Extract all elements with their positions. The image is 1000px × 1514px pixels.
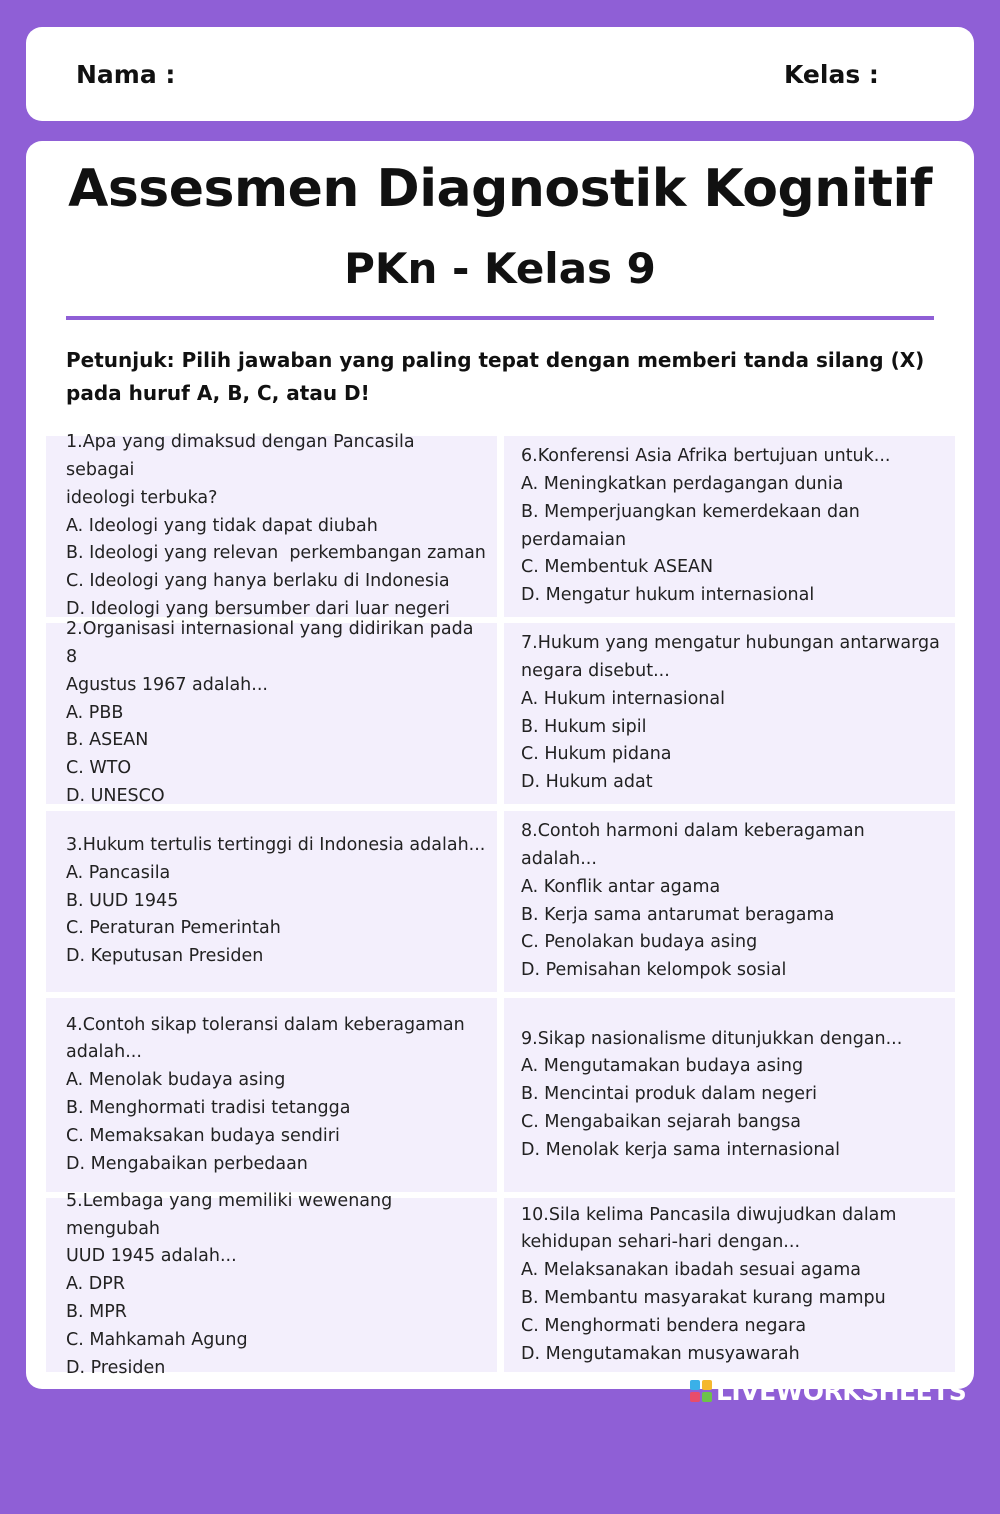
question-line: D. Mengabaikan perbedaan bbox=[66, 1153, 308, 1174]
instruction-line: Petunjuk: Pilih jawaban yang paling tepat dengan memberi tanda silang (X) bbox=[66, 348, 925, 372]
question-box-6 bbox=[504, 436, 955, 617]
question-line: C. WTO bbox=[66, 758, 132, 779]
logo-text: LIVEWORKSHEETS bbox=[716, 1376, 967, 1406]
question-box-8 bbox=[504, 811, 955, 992]
question-line: C. Menghormati bendera negara bbox=[521, 1315, 807, 1336]
page-subtitle: PKn - Kelas 9 bbox=[344, 244, 656, 293]
question-line: D. UNESCO bbox=[66, 786, 165, 806]
question-line: A. Menolak budaya asing bbox=[66, 1070, 286, 1091]
question-line: A. PBB bbox=[66, 702, 124, 723]
question-box-7 bbox=[504, 623, 955, 804]
question-box-4 bbox=[46, 998, 497, 1192]
question-box-10 bbox=[504, 1198, 955, 1372]
question-line: ideologi terbuka? bbox=[66, 487, 218, 508]
question-text: 8.Contoh harmoni dalam keberagaman adalah... bbox=[521, 821, 871, 869]
question-box-9 bbox=[504, 998, 955, 1192]
question-line: C. Ideologi yang hanya berlaku di Indonesia bbox=[66, 571, 450, 592]
question-line: B. Hukum sipil bbox=[521, 716, 647, 737]
student-info-card bbox=[26, 27, 974, 121]
question-text: 7.Hukum yang mengatur hubungan antarwarga bbox=[521, 633, 940, 654]
question-line: C. Memaksakan budaya sendiri bbox=[66, 1125, 340, 1146]
question-text: 5.Lembaga yang memiliki wewenang mengubah bbox=[66, 1190, 398, 1239]
question-line: C. Membentuk ASEAN bbox=[521, 557, 714, 578]
question-line: A. Konflik antar agama bbox=[521, 876, 721, 897]
question-line: B. MPR bbox=[66, 1301, 127, 1322]
question-line: A. Meningkatkan perdagangan dunia bbox=[521, 473, 844, 494]
question-line: B. ASEAN bbox=[66, 730, 149, 751]
question-box-1 bbox=[46, 432, 497, 619]
question-line: perdamaian bbox=[521, 529, 627, 550]
question-text: 2.Organisasi internasional yang didirikan pada 8 bbox=[66, 619, 480, 668]
question-line: A. DPR bbox=[66, 1274, 125, 1295]
question-line: Agustus 1967 adalah... bbox=[66, 674, 268, 695]
question-line: A. Hukum internasional bbox=[521, 688, 725, 709]
class-label: Kelas : bbox=[784, 60, 879, 89]
question-line: D. Mengatur hukum internasional bbox=[521, 585, 815, 606]
question-text: 1.Apa yang dimaksud dengan Pancasila sebagai bbox=[66, 432, 421, 481]
question-box-2 bbox=[46, 619, 497, 806]
question-line: C. Penolakan budaya asing bbox=[521, 932, 758, 953]
question-line: kehidupan sehari-hari dengan... bbox=[521, 1232, 801, 1253]
question-text: 6.Konferensi Asia Afrika bertujuan untuk... bbox=[521, 446, 891, 467]
question-line: D. Mengutamakan musyawarah bbox=[521, 1343, 800, 1364]
question-line: B. Ideologi yang relevan perkembangan zaman bbox=[66, 543, 486, 564]
logo-icon bbox=[690, 1380, 712, 1402]
title-divider bbox=[66, 316, 934, 320]
question-line: negara disebut... bbox=[521, 660, 670, 681]
question-box-5 bbox=[46, 1190, 497, 1378]
question-line: B. Kerja sama antarumat beragama bbox=[521, 904, 835, 925]
question-line: A. Ideologi yang tidak dapat diubah bbox=[66, 515, 378, 536]
question-line: D. Presiden bbox=[66, 1357, 166, 1378]
question-line: A. Pancasila bbox=[66, 862, 171, 883]
question-line: B. UUD 1945 bbox=[66, 890, 179, 911]
question-line: B. Membantu masyarakat kurang mampu bbox=[521, 1288, 886, 1308]
question-line: A. Melaksanakan ibadah sesuai agama bbox=[521, 1260, 861, 1281]
question-line: C. Mahkamah Agung bbox=[66, 1329, 248, 1350]
question-text: 4.Contoh sikap toleransi dalam keberagaman bbox=[66, 1014, 465, 1035]
question-line: adalah... bbox=[66, 1042, 142, 1063]
question-line: D. Menolak kerja sama internasional bbox=[521, 1139, 840, 1160]
page-title: Assesmen Diagnostik Kognitif bbox=[68, 159, 932, 219]
question-line: B. Menghormati tradisi tetangga bbox=[66, 1098, 351, 1118]
question-box-3 bbox=[46, 811, 497, 992]
question-text: 9.Sikap nasionalisme ditunjukkan dengan... bbox=[521, 1028, 903, 1049]
instruction-line: pada huruf A, B, C, atau D! bbox=[66, 381, 370, 405]
liveworksheets-logo bbox=[690, 1378, 990, 1404]
question-text: 3.Hukum tertulis tertinggi di Indonesia adalah... bbox=[66, 835, 486, 855]
question-line: A. Mengutamakan budaya asing bbox=[521, 1056, 804, 1077]
question-line: UUD 1945 adalah... bbox=[66, 1246, 237, 1267]
question-line: C. Hukum pidana bbox=[521, 744, 672, 765]
instructions bbox=[66, 344, 934, 410]
question-line: C. Mengabaikan sejarah bangsa bbox=[521, 1111, 801, 1132]
question-line: D. Keputusan Presiden bbox=[66, 946, 264, 967]
question-line: C. Peraturan Pemerintah bbox=[66, 918, 281, 939]
question-grid bbox=[46, 432, 955, 1514]
question-line: D. Ideologi yang bersumber dari luar negeri bbox=[66, 599, 450, 619]
question-line: D. Pemisahan kelompok sosial bbox=[521, 960, 787, 981]
question-line: D. Hukum adat bbox=[521, 772, 653, 793]
question-text: 10.Sila kelima Pancasila diwujudkan dalam bbox=[521, 1204, 897, 1225]
question-line: B. Memperjuangkan kemerdekaan dan bbox=[521, 501, 860, 522]
name-label: Nama : bbox=[76, 60, 176, 89]
question-line: B. Mencintai produk dalam negeri bbox=[521, 1084, 818, 1105]
